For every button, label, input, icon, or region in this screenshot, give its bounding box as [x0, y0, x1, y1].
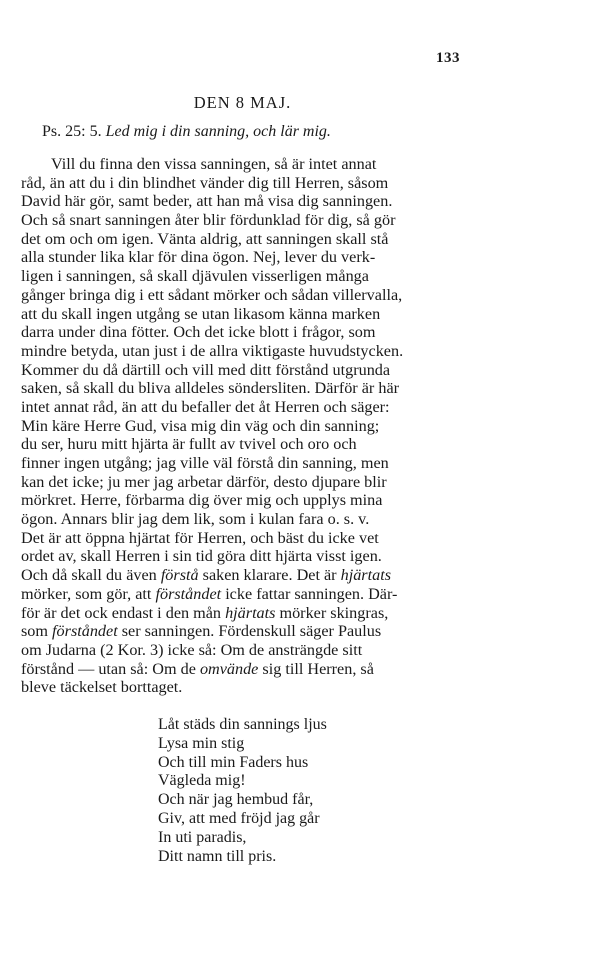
verse-reference: Ps. 25: 5.	[42, 123, 102, 140]
line-text: ordet av, skall Herren i sin tid göra ditt hjärta visst igen.	[21, 547, 382, 566]
line-text: intet annat råd, än att du befaller det åt Herren och säger:	[21, 397, 390, 416]
hymn-line: In uti paradis,	[158, 828, 247, 846]
line-text: Kommer du då därtill och vill med ditt förstånd utgrunda	[21, 360, 391, 379]
line-text: saken, så skall du bliva alldeles söndersliten. Därför är här	[21, 379, 400, 398]
line-text: mindre betyda, utan just i de allra viktigaste huvudstycken.	[21, 341, 404, 360]
body-line	[21, 454, 489, 473]
body-line	[21, 529, 489, 548]
line-text: mörker, som gör, att	[21, 584, 156, 603]
body-line	[21, 660, 489, 679]
line-text: kan det icke; ju mer jag arbetar därför, desto djupare blir	[21, 472, 387, 491]
body-line	[21, 267, 489, 286]
body-line	[21, 547, 489, 566]
body-line	[21, 585, 489, 604]
hymn-line: Vägleda mig!	[158, 772, 246, 790]
body-line	[21, 417, 489, 436]
hymn-line: Låt städs din sannings ljus	[158, 716, 327, 733]
body-line	[21, 192, 489, 211]
emphasized-word: omvände	[199, 659, 259, 678]
body-line	[21, 379, 489, 398]
body-line	[21, 342, 489, 361]
body-line	[21, 566, 489, 585]
line-text: det om och om igen. Vänta aldrig, att sanningen skall stå	[21, 229, 389, 248]
line-text: råd, än att du i din blindhet vänder dig till Herren, såsom	[21, 173, 389, 192]
line-text: saken klarare. Det är	[198, 566, 341, 585]
emphasized-word: förståndet	[155, 584, 222, 603]
line-text: gånger bringa dig i ett sådant mörker och sådan villervalla,	[21, 285, 403, 304]
body-line	[21, 323, 489, 342]
body-line	[21, 641, 489, 660]
line-text: förstånd — utan så: Om de	[21, 659, 200, 678]
line-text: ser sanningen. Fördenskull säger Paulus	[117, 622, 382, 641]
bible-verse	[42, 123, 331, 141]
hymn-line: Lysa min stig	[158, 734, 245, 752]
hymn-stanza	[158, 716, 327, 866]
body-text	[21, 155, 489, 697]
verse-text: Led mig i din sanning, och lär mig.	[105, 123, 331, 140]
body-line	[21, 473, 489, 492]
line-text: för är det ock endast i den mån	[21, 603, 226, 622]
line-text: att du skall ingen utgång se utan likasom känna marken	[21, 304, 381, 323]
emphasized-word: förstå	[160, 566, 199, 585]
emphasized-word: förståndet	[52, 622, 118, 641]
line-text: som	[21, 622, 53, 641]
body-line	[21, 155, 489, 174]
body-line	[21, 230, 489, 249]
body-line	[21, 361, 489, 380]
page-heading: DEN 8 MAJ.	[193, 93, 292, 112]
line-text: ögon. Annars blir jag dem lik, som i kulan fara o. s. v.	[21, 510, 370, 529]
hymn-line: Och till min Faders hus	[158, 753, 309, 771]
line-text: Det är att öppna hjärtat för Herren, och bäst du icke vet	[21, 528, 379, 547]
hymn-line: Giv, att med fröjd jag går	[158, 809, 320, 827]
body-line	[21, 678, 489, 697]
hymn-line: Och när jag hembud får,	[158, 791, 314, 809]
body-line	[21, 435, 489, 454]
line-text: Och då skall du även	[21, 566, 161, 585]
body-line	[21, 248, 489, 267]
line-text: mörker skingras,	[275, 603, 389, 622]
line-text: du ser, huru mitt hjärta är fullt av tvivel och oro och	[21, 435, 357, 454]
line-text: Min käre Herre Gud, visa mig din väg och din sanning;	[21, 416, 380, 435]
line-text: darra under dina fötter. Och det icke blott i frågor, som	[21, 323, 376, 342]
hymn-line: Ditt namn till pris.	[158, 847, 277, 865]
line-text: Och så snart sanningen åter blir fördunklad för dig, så gör	[21, 211, 396, 230]
line-text: Vill du finna den vissa sanningen, så är intet annat	[51, 155, 377, 173]
body-line	[21, 604, 489, 623]
body-line	[21, 622, 489, 641]
line-text: finner ingen utgång; jag ville väl förstå din sanning, men	[21, 454, 389, 472]
page-number: 133	[436, 50, 460, 66]
emphasized-word: hjärtats	[340, 566, 391, 585]
line-text: bleve täckelset borttaget.	[21, 678, 183, 697]
line-text: mörkret. Herre, förbarma dig över mig och upplys mina	[21, 491, 383, 510]
line-text: David här gör, samt beder, att han må visa dig sanningen.	[21, 192, 393, 211]
body-line	[21, 398, 489, 417]
line-text: om Judarna (2 Kor. 3) icke så: Om de ansträngde sitt	[21, 640, 363, 659]
body-line	[21, 286, 489, 305]
line-text: ligen i sanningen, så skall djävulen visserligen många	[21, 267, 369, 286]
body-line	[21, 211, 489, 230]
body-line	[21, 174, 489, 193]
body-line	[21, 305, 489, 324]
line-text: alla stunder lika klar för dina ögon. Nej, lever du verk-	[21, 248, 376, 267]
line-text: sig till Herren, så	[258, 659, 374, 678]
line-text: icke fattar sanningen. Där-	[221, 584, 398, 603]
body-line	[21, 510, 489, 529]
body-line	[21, 491, 489, 510]
emphasized-word: hjärtats	[225, 603, 276, 622]
